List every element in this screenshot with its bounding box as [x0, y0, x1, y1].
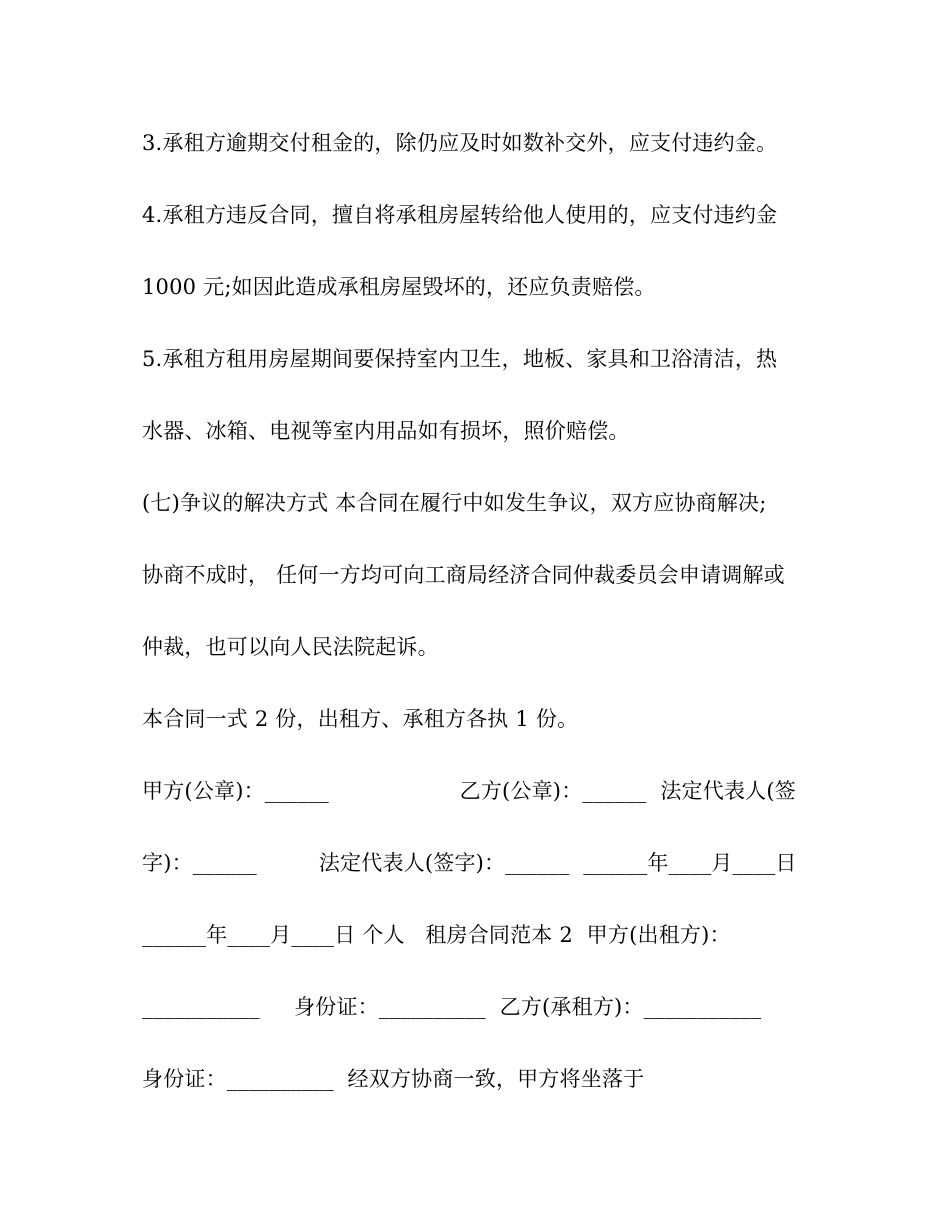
signature-line-1: 甲方(公章)：______ 乙方(公章)：______ 法定代表人(签 [142, 779, 796, 803]
paragraph-line-9: 本合同一式 2 份，出租方、承租方各执 1 份。 [142, 707, 579, 731]
paragraph-line-7: 协商不成时， 任何一方均可向工商局经济合同仲裁委员会申请调解或 [142, 563, 785, 587]
paragraph-line-4: 5.承租方租用房屋期间要保持室内卫生，地板、家具和卫浴清洁，热 [142, 347, 778, 371]
paragraph-line-5: 水器、冰箱、电视等室内用品如有损坏，照价赔偿。 [142, 419, 630, 443]
paragraph-line-8: 仲裁，也可以向人民法院起诉。 [142, 635, 439, 659]
signature-line-3: ______年____月____日 个人 租房合同范本 2 甲方(出租方)： [142, 923, 731, 947]
signature-line-4: ___________ 身份证：__________ 乙方(承租方)：___________ [142, 995, 762, 1019]
signature-line-5: 身份证：__________ 经双方协商一致，甲方将坐落于 [142, 1067, 645, 1091]
paragraph-line-2: 4.承租方违反合同，擅自将承租房屋转给他人使用的，应支付违约金 [142, 203, 778, 227]
paragraph-line-3: 1000 元;如因此造成承租房屋毁坏的，还应负责赔偿。 [142, 275, 656, 299]
paragraph-line-1: 3.承租方逾期交付租金的，除仍应及时如数补交外，应支付违约金。 [142, 131, 778, 155]
signature-line-2: 字)：______ 法定代表人(签字)：______ ______年____月____日 [142, 851, 797, 875]
paragraph-line-6: (七)争议的解决方式 本合同在履行中如发生争议，双方应协商解决; [142, 491, 767, 515]
